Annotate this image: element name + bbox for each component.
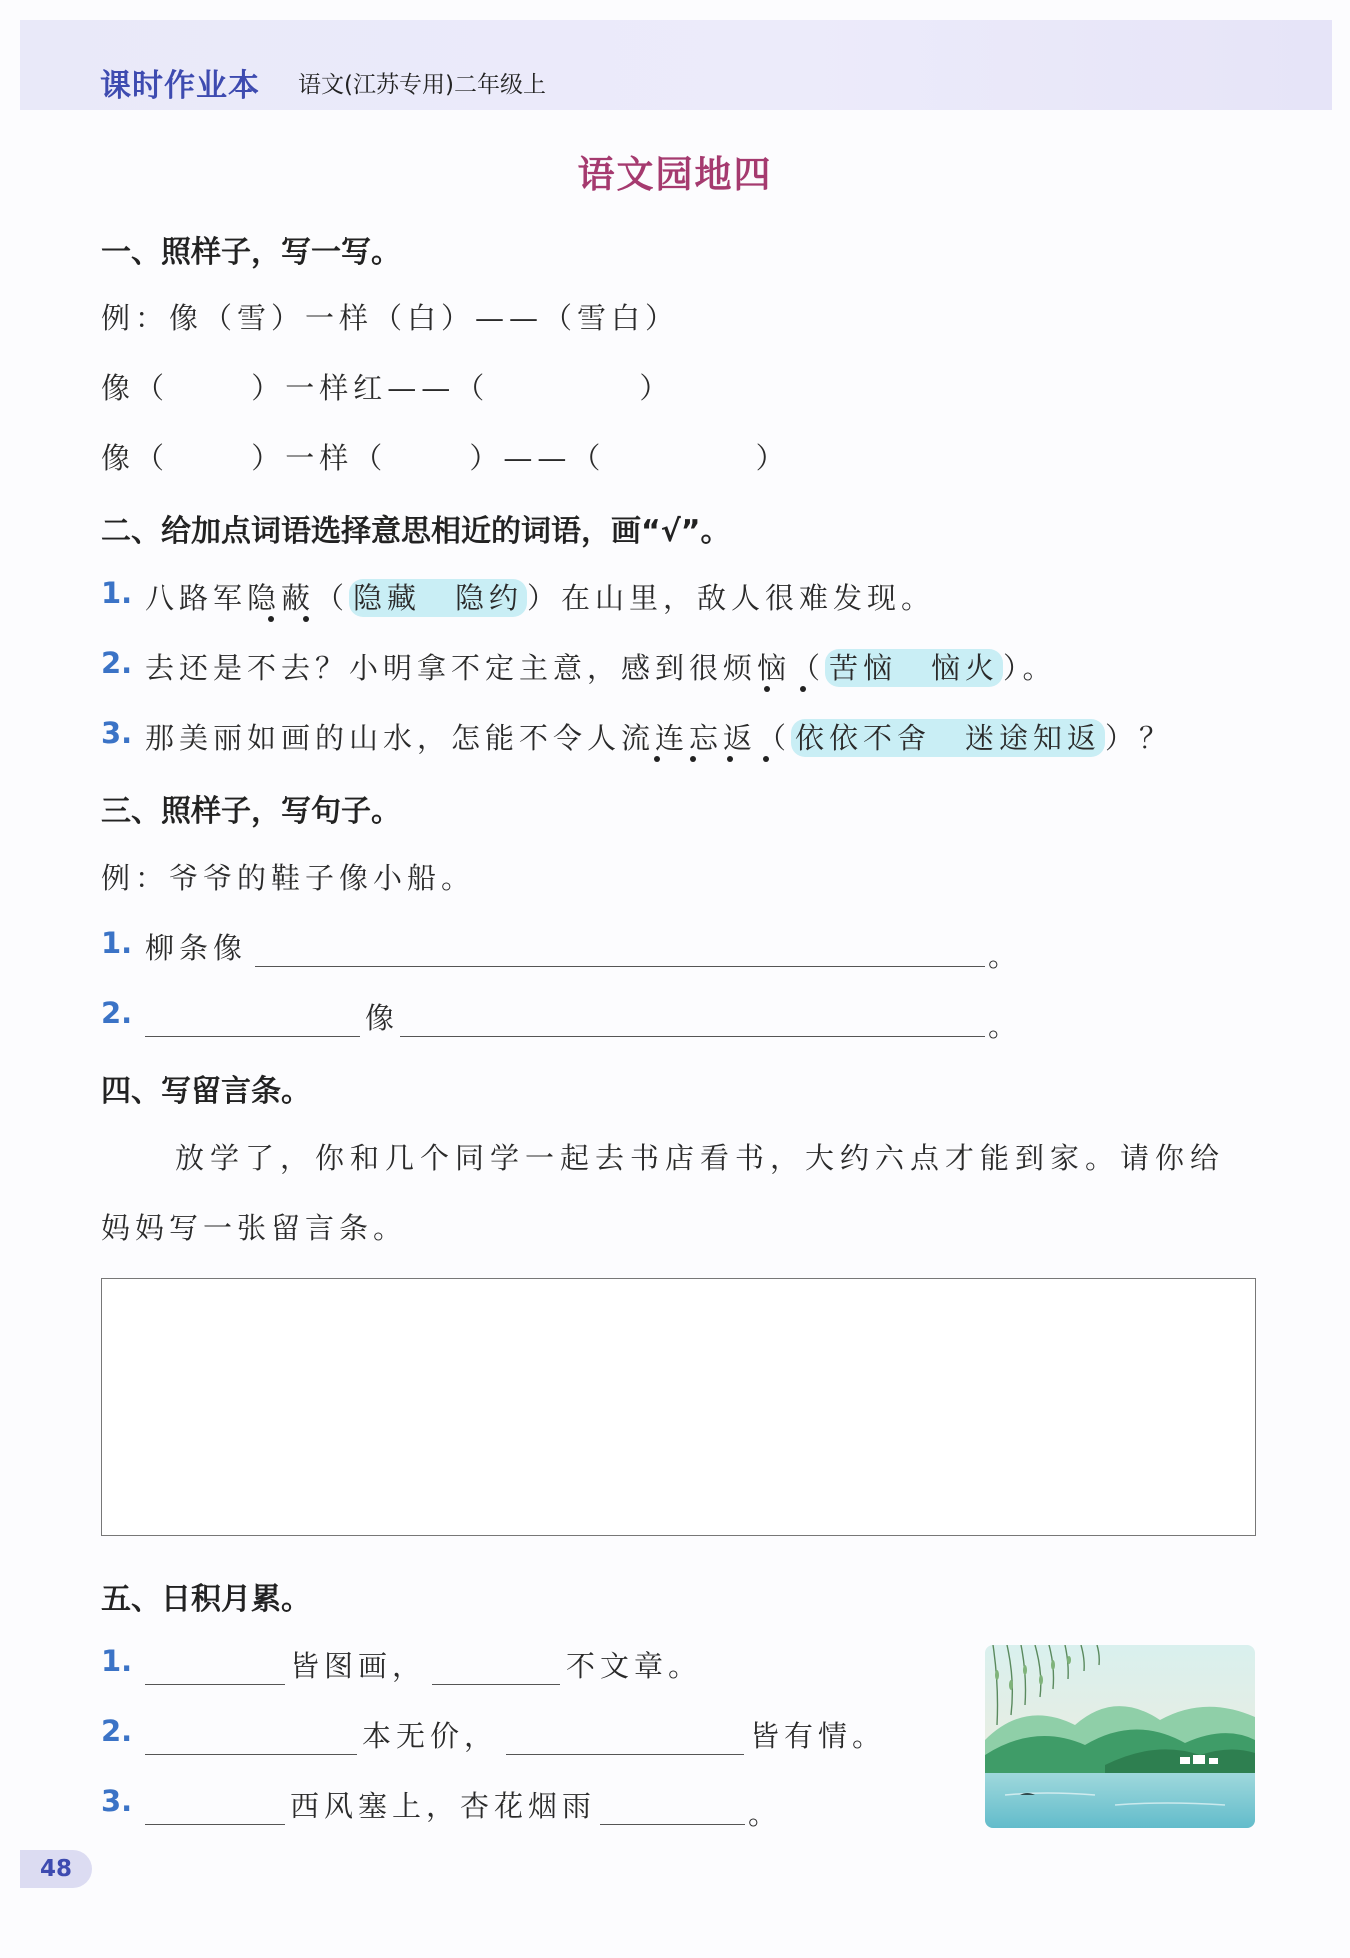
section3-example: 例：爷爷的鞋子像小船。 bbox=[101, 861, 476, 895]
s2-item1-num: 1. bbox=[101, 576, 133, 610]
emphasis-dot bbox=[764, 686, 770, 692]
page-number: 48 bbox=[20, 1850, 92, 1888]
section1-heading: 一、照样子，写一写。 bbox=[101, 235, 401, 270]
s3-item2-end: 。 bbox=[988, 1009, 1023, 1043]
s5-item3-num: 3. bbox=[101, 1784, 133, 1818]
s2-item3-num: 3. bbox=[101, 716, 133, 750]
s5-item3-t1: 西风塞上，杏花烟雨 bbox=[290, 1789, 597, 1823]
section1-line1: 像（ ）一样红——（ ） bbox=[101, 371, 674, 405]
s3-item2-num: 2. bbox=[101, 996, 133, 1030]
s2-item2-options[interactable]: 苦恼 恼火 bbox=[825, 649, 1003, 687]
book-subtitle: 语文(江苏专用)二年级上 bbox=[298, 72, 546, 98]
s3-item1-end: 。 bbox=[988, 939, 1023, 973]
answer-line[interactable] bbox=[400, 1036, 985, 1037]
s3-item2-mid: 像 bbox=[365, 1001, 400, 1035]
emphasis-dot bbox=[763, 756, 769, 762]
s2-item2-before: 去还是不去？小明拿不定主意，感到很烦恼（ bbox=[145, 651, 826, 685]
s2-item1-before: 八路军隐蔽（ bbox=[145, 581, 350, 615]
message-writing-box[interactable] bbox=[101, 1278, 1256, 1536]
s5-item3-t2: 。 bbox=[748, 1797, 783, 1831]
section4-paragraph-line2: 妈妈写一张留言条。 bbox=[101, 1211, 408, 1245]
emphasis-dot bbox=[654, 756, 660, 762]
emphasis-dot bbox=[690, 756, 696, 762]
book-brand: 课时作业本 bbox=[100, 68, 260, 104]
s5-item2-t2: 皆有情。 bbox=[750, 1719, 887, 1753]
s2-item1-options[interactable]: 隐藏 隐约 bbox=[349, 579, 527, 617]
section1-line2: 像（ ）一样（ ）——（ ） bbox=[101, 441, 790, 475]
section2-heading: 二、给加点词语选择意思相近的词语，画“√”。 bbox=[101, 514, 731, 549]
section4-heading: 四、写留言条。 bbox=[101, 1074, 311, 1109]
emphasis-dot bbox=[268, 616, 274, 622]
s5-item1-num: 1. bbox=[101, 1644, 133, 1678]
answer-line[interactable] bbox=[145, 1684, 285, 1685]
s5-item2-num: 2. bbox=[101, 1714, 133, 1748]
answer-line[interactable] bbox=[145, 1824, 285, 1825]
s2-item2 bbox=[145, 646, 1057, 687]
section3-heading: 三、照样子，写句子。 bbox=[101, 794, 401, 829]
answer-line[interactable] bbox=[145, 1754, 357, 1755]
s5-item2-t1: 本无价， bbox=[362, 1719, 499, 1753]
section5-heading: 五、日积月累。 bbox=[101, 1582, 311, 1617]
landscape-illustration bbox=[985, 1645, 1255, 1828]
s2-item3-options[interactable]: 依依不舍 迷途知返 bbox=[791, 719, 1105, 757]
emphasis-dot bbox=[800, 686, 806, 692]
emphasis-dot bbox=[303, 616, 309, 622]
answer-line[interactable] bbox=[506, 1754, 744, 1755]
landscape-illustration-svg bbox=[985, 1645, 1255, 1828]
answer-line[interactable] bbox=[432, 1684, 560, 1685]
s2-item2-num: 2. bbox=[101, 646, 133, 680]
answer-line[interactable] bbox=[600, 1824, 745, 1825]
s5-item1-t1: 皆图画， bbox=[290, 1649, 427, 1683]
s2-item2-after: ）。 bbox=[1003, 651, 1057, 685]
answer-line[interactable] bbox=[145, 1036, 360, 1037]
s2-item3-after: ）？ bbox=[1105, 721, 1174, 755]
section1-example: 例：像（雪）一样（白）——（雪白） bbox=[101, 301, 680, 335]
s2-item3 bbox=[145, 716, 1173, 757]
s2-item3-before: 那美丽如画的山水，怎能不令人流连忘返（ bbox=[145, 721, 792, 755]
s3-item1-num: 1. bbox=[101, 926, 133, 960]
s3-item1-text: 柳条像 bbox=[145, 931, 248, 965]
answer-line[interactable] bbox=[255, 966, 985, 967]
s2-item1 bbox=[145, 576, 935, 617]
s2-item1-after: ）在山里，敌人很难发现。 bbox=[527, 581, 936, 615]
page-title: 语文园地四 bbox=[577, 153, 773, 196]
section4-paragraph-line1: 放学了，你和几个同学一起去书店看书，大约六点才能到家。请你给 bbox=[175, 1141, 1226, 1175]
emphasis-dot bbox=[727, 756, 733, 762]
s5-item1-t2: 不文章。 bbox=[566, 1649, 703, 1683]
